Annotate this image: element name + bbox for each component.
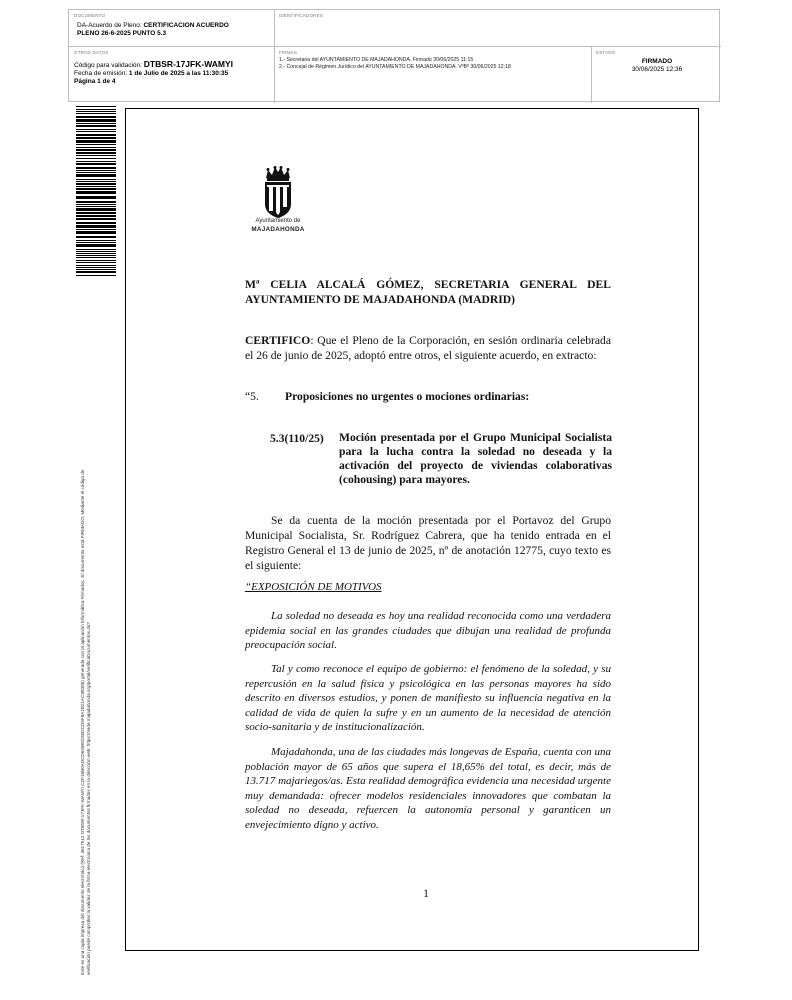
page-count: Página 1 de 4 — [74, 78, 116, 85]
firma-2: 2.- Concejal de Régimen Jurídico del AYUNTAMIENTO DE MAJADAHONDA. VºBº 30/06/2025 12:18 — [279, 64, 511, 70]
identificadores-caption: IDENTIFICADORES — [279, 13, 324, 18]
page-number: 1 — [423, 887, 429, 900]
documento-prefix: DA-Acuerdo de Pleno: — [77, 22, 144, 29]
side-text-line-1: Este es una copia impresa del documento electrónico (Ref: 3617512 DTBSR-17JFK-WAMYI C2F18B0ADCD649E025B2CD5F6A1B21AC98388) generada con la aplicación informática Firmadoc. El documento está FIRMADO. Mediante el código de — [80, 469, 85, 975]
barcode — [76, 106, 116, 276]
certifico-label: CERTIFICO — [245, 334, 311, 347]
item-number: “5. — [245, 390, 259, 403]
document-metadata-header — [68, 9, 720, 102]
estado-caption: ESTADO — [596, 50, 616, 55]
firmas-caption: FIRMAS — [279, 50, 298, 55]
documento-cell — [74, 13, 270, 38]
documento-caption: DOCUMENTO — [74, 13, 106, 18]
documento-title-2: PLENO 26-6-2025 PUNTO 5.3 — [77, 30, 167, 37]
side-verification-text — [80, 303, 92, 975]
codigo-label: Código para validación: — [74, 62, 144, 69]
logo-text-2: MAJADAHONDA — [251, 226, 305, 233]
otros-datos-cell — [74, 50, 272, 86]
identificadores-cell — [279, 13, 323, 18]
motivos-paragraph-1: La soledad no deseada es hoy una realidad reconocida como una verdadera epidemia social en las grandes ciudades que dibujan una realidad de profunda preocupación social. — [245, 610, 611, 651]
heading-line-1: Mª CELIA ALCALÁ GÓMEZ, SECRETARIA GENERAL DEL — [245, 278, 611, 291]
fecha-emision: 1 de Julio de 2025 a las 11:30:35 — [128, 70, 229, 77]
divider — [274, 10, 275, 103]
motivos-paragraph-3: Majadahonda, una de las ciudades más longevas de España, cuenta con una población mayor de 65 años que supera el 18,65% del total, es decir, más de 13.717 majariegos/as. Esta realidad demográfica evidencia una necesidad urgente muy demandada: ofrecer modelos residenciales innovadores que combatan la soledad no deseada, refuercen la autonomía personal y garanticen un envejecimiento digno y activo. — [245, 746, 611, 831]
motivos-paragraph-2: Tal y como reconoce el equipo de gobierno: el fenómeno de la soledad, y su repercusión en la salud física y psicológica en las personas mayores ha sido descrito en diversos estudios, y ponen de manifiesto su influencia negativa en la calidad de vida de quien la sufre y en un aumento de la necesidad de atención socio-sanitaria y de institucionalización. — [245, 663, 611, 733]
firma-1: 1.- Secretaria del AYUNTAMIENTO DE MAJADAHONDA. Firmado 30/06/2025 11:15 — [279, 57, 474, 63]
sub-item-title: Moción presentada por el Grupo Municipal Socialista para la lucha contra la soledad no deseada y la activación del proyecto de viviendas colaborativas (cohousing) para mayores. — [339, 431, 612, 486]
estado-cell — [596, 50, 718, 74]
side-text-line-2: verificación puede comprobar la validez de la firma electrónica de los documentos firmados en la dirección web: https://sede.majadahonda.org/portal/verificaDocumentos.do? — [86, 622, 91, 975]
exposicion-heading: “EXPOSICIÓN DE MOTIVOS — [245, 581, 382, 593]
logo-text-1: Ayuntamiento de — [255, 218, 301, 224]
heading-line-2: AYUNTAMIENTO DE MAJADAHONDA (MADRID) — [245, 293, 515, 306]
certifico-paragraph — [245, 333, 611, 363]
intro-paragraph: Se da cuenta de la moción presentada por el Portavoz del Grupo Municipal Socialista, Sr. Rodríguez Cabrera, que ha tenido entrada en el Registro General el 13 de junio de 2025, nº de anotación 12775, cuyo texto es el siguiente: — [245, 514, 611, 572]
estado-value: FIRMADO — [641, 58, 673, 65]
otros-datos-caption: OTROS DATOS — [74, 50, 109, 55]
sub-item-number: 5.3(110/25) — [270, 432, 324, 445]
validation-code[interactable]: DTBSR-17JFK-WAMYI — [143, 59, 234, 69]
documento-title-1: CERTIFICACION ACUERDO — [143, 22, 229, 29]
fecha-label: Fecha de emisión: — [74, 70, 129, 77]
certifico-text: : Que el Pleno de la Corporación, en sesión ordinaria celebrada el 26 de junio de 2025, adoptó entre otros, el siguiente acuerdo, en extracto: — [245, 334, 611, 362]
divider — [591, 46, 592, 103]
estado-date: 30/06/2025 12:36 — [631, 66, 683, 73]
item-title: Proposiciones no urgentes o mociones ordinarias: — [285, 390, 530, 403]
firmas-cell — [279, 50, 589, 71]
divider — [69, 46, 721, 47]
